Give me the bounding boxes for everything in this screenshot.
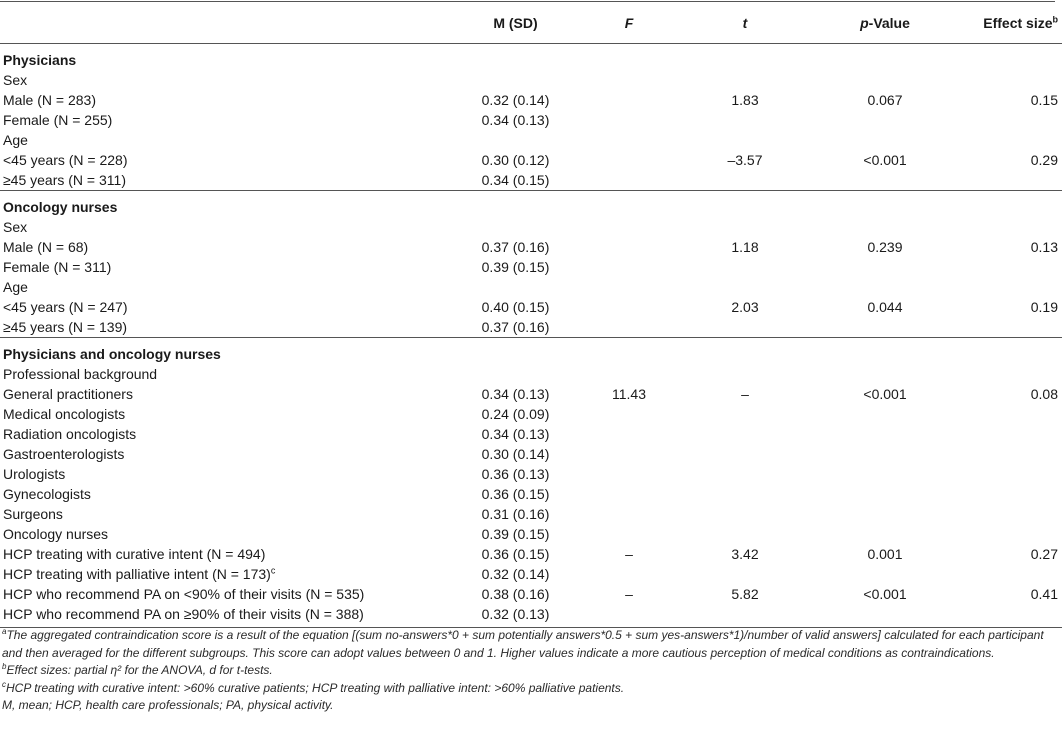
- mean-sd-cell: 0.34 (0.13): [481, 386, 550, 402]
- mean-sd-cell: 0.37 (0.16): [481, 239, 550, 255]
- footnote-text: Effect sizes: partial η² for the ANOVA, d for t-tests.: [6, 663, 273, 677]
- f-cell: –: [625, 546, 633, 562]
- p-value-cell: [820, 464, 950, 484]
- header-t: [670, 5, 820, 44]
- t-cell: [670, 130, 820, 150]
- table-row: [0, 404, 1062, 424]
- row-label-cell: [0, 584, 443, 604]
- effect-size-cell: [950, 257, 1062, 277]
- row-label: HCP who recommend PA on ≥90% of their visits (N = 388): [3, 606, 364, 622]
- row-label-cell: [0, 384, 443, 404]
- row-label-cell: [0, 544, 443, 564]
- table-row: [0, 484, 1062, 504]
- table-row: [0, 317, 1062, 338]
- table-row: [0, 90, 1062, 110]
- f-cell: [588, 317, 670, 338]
- row-label: Female (N = 255): [3, 112, 113, 128]
- footnote-mark: c: [2, 679, 6, 689]
- f-cell: [588, 504, 670, 524]
- effect-size-cell: [950, 110, 1062, 130]
- mean-sd-cell: 0.36 (0.13): [481, 466, 550, 482]
- effect-size-cell: 0.08: [1030, 386, 1058, 402]
- row-label-cell: [0, 170, 443, 191]
- header-p-prefix: p: [860, 15, 869, 31]
- effect-size-cell: [950, 277, 1062, 297]
- row-label-cell: [0, 90, 443, 110]
- footnote-mark: b: [2, 662, 7, 671]
- row-label: HCP treating with curative intent (N = 494): [3, 546, 266, 562]
- t-cell: 2.03: [731, 299, 759, 315]
- footnote-mark: a: [2, 627, 7, 636]
- table-body: [0, 44, 1062, 628]
- p-value-cell: [820, 424, 950, 444]
- effect-size-cell: [950, 404, 1062, 424]
- row-label: Female (N = 311): [3, 259, 112, 275]
- effect-size-cell: 0.27: [1030, 546, 1058, 562]
- f-cell: [588, 364, 670, 384]
- table-row: [0, 217, 1062, 237]
- section-heading-row: [0, 191, 1062, 218]
- row-label: Oncology nurses: [3, 526, 109, 542]
- t-cell: [670, 604, 820, 628]
- row-label: Gynecologists: [3, 486, 91, 502]
- mean-sd-cell: 0.32 (0.14): [481, 566, 550, 582]
- table-row: [0, 150, 1062, 170]
- p-value-cell: <0.001: [863, 386, 907, 402]
- row-label: Sex: [3, 72, 28, 88]
- row-label: <45 years (N = 247): [3, 299, 128, 315]
- effect-size-cell: [950, 484, 1062, 504]
- t-cell: [670, 444, 820, 464]
- row-label-cell: [0, 604, 443, 628]
- f-cell: [588, 604, 670, 628]
- p-value-cell: 0.239: [867, 239, 903, 255]
- row-label-cell: [0, 217, 443, 237]
- row-label: Radiation oncologists: [3, 426, 137, 442]
- header-effect-text: Effect size: [983, 15, 1053, 31]
- mean-sd-cell: 0.24 (0.09): [481, 406, 550, 422]
- f-cell: [588, 297, 670, 317]
- p-value-cell: [820, 524, 950, 544]
- p-value-cell: [820, 564, 950, 584]
- f-cell: [588, 444, 670, 464]
- table-row: [0, 504, 1062, 524]
- row-label: General practitioners: [3, 386, 133, 402]
- row-label: Professional background: [3, 366, 158, 382]
- effect-size-cell: 0.13: [1030, 239, 1058, 255]
- t-cell: [670, 504, 820, 524]
- t-cell: 1.83: [731, 92, 759, 108]
- p-value-cell: [820, 130, 950, 150]
- top-rule: [0, 1, 1055, 2]
- header-effect-size: [950, 5, 1062, 44]
- table-row: [0, 544, 1062, 564]
- f-cell: [588, 424, 670, 444]
- row-label-cell: [0, 277, 443, 297]
- mean-sd-cell: 0.38 (0.16): [481, 586, 550, 602]
- header-f: [588, 5, 670, 44]
- p-value-cell: [820, 110, 950, 130]
- mean-sd-cell: 0.30 (0.14): [481, 446, 550, 462]
- t-cell: [670, 257, 820, 277]
- row-label-cell: [0, 317, 443, 338]
- row-label-cell: [0, 444, 443, 464]
- t-cell: [670, 464, 820, 484]
- f-cell: [588, 130, 670, 150]
- table-row: [0, 564, 1062, 584]
- f-cell: [588, 524, 670, 544]
- row-label: ≥45 years (N = 311): [3, 172, 126, 188]
- mean-sd-cell: 0.37 (0.16): [481, 319, 550, 335]
- row-label: Surgeons: [3, 506, 63, 522]
- footnote: [2, 697, 1052, 715]
- row-label-cell: [0, 130, 443, 150]
- t-cell: [670, 70, 820, 90]
- table-row: [0, 604, 1062, 628]
- mean-sd-cell: [443, 217, 588, 237]
- table-row: [0, 277, 1062, 297]
- f-cell: [588, 484, 670, 504]
- row-label-cell: [0, 404, 443, 424]
- p-value-cell: 0.001: [867, 546, 903, 562]
- row-label-cell: [0, 564, 443, 584]
- table-row: [0, 444, 1062, 464]
- table-row: [0, 364, 1062, 384]
- t-cell: [670, 404, 820, 424]
- effect-size-cell: [950, 364, 1062, 384]
- effect-size-cell: 0.15: [1030, 92, 1058, 108]
- effect-size-cell: [950, 464, 1062, 484]
- t-cell: [670, 524, 820, 544]
- t-cell: –3.57: [727, 152, 763, 168]
- t-cell: [670, 110, 820, 130]
- section-heading: Physicians: [3, 52, 77, 68]
- row-label-cell: [0, 364, 443, 384]
- table-row: [0, 110, 1062, 130]
- table-row: [0, 257, 1062, 277]
- p-value-cell: <0.001: [863, 586, 907, 602]
- effect-size-cell: [950, 424, 1062, 444]
- t-cell: [670, 170, 820, 191]
- row-label: HCP who recommend PA on <90% of their visits (N = 535): [3, 586, 365, 602]
- row-label: HCP treating with palliative intent (N = 173): [3, 566, 271, 582]
- mean-sd-cell: 0.36 (0.15): [481, 546, 550, 562]
- footnote-text: HCP treating with curative intent: >60% curative patients; HCP treating with palliative intent: >60% palliative patients.: [6, 680, 625, 695]
- table-row: [0, 384, 1062, 404]
- f-cell: [588, 217, 670, 237]
- row-label: Urologists: [3, 466, 66, 482]
- table-row: [0, 524, 1062, 544]
- results-table: [0, 5, 1062, 628]
- effect-size-cell: [950, 604, 1062, 628]
- section-heading: Oncology nurses: [3, 199, 118, 215]
- p-value-cell: [820, 170, 950, 191]
- f-cell: [588, 170, 670, 191]
- header-label: [0, 5, 443, 44]
- p-value-cell: [820, 364, 950, 384]
- f-cell: –: [625, 586, 633, 602]
- f-cell: [588, 464, 670, 484]
- p-value-cell: [820, 317, 950, 338]
- p-value-cell: [820, 484, 950, 504]
- t-cell: [670, 277, 820, 297]
- t-cell: [670, 424, 820, 444]
- footnote-text: The aggregated contraindication score is a result of the equation [(sum no-answers*0 + sum potentially answers*0.5 + sum yes-answers*1)/number of valid answers] calculated for each participant and then averaged for the different subgroups. This score can adopt values between 0 and 1. Higher values indicate a more cautious perception of medical conditions as contraindications.: [2, 628, 1044, 660]
- t-cell: 1.18: [731, 239, 759, 255]
- mean-sd-cell: 0.31 (0.16): [481, 506, 550, 522]
- p-value-cell: [820, 217, 950, 237]
- row-label-cell: [0, 110, 443, 130]
- effect-size-cell: [950, 444, 1062, 464]
- mean-sd-cell: 0.34 (0.13): [481, 426, 550, 442]
- table-row: [0, 584, 1062, 604]
- mean-sd-cell: 0.30 (0.12): [481, 152, 550, 168]
- table-row: [0, 297, 1062, 317]
- table-row: [0, 70, 1062, 90]
- mean-sd-cell: [443, 364, 588, 384]
- row-label-cell: [0, 504, 443, 524]
- f-cell: [588, 150, 670, 170]
- p-value-cell: [820, 404, 950, 424]
- header-row: [0, 5, 1062, 44]
- t-cell: –: [741, 386, 749, 402]
- footnote-text: M, mean; HCP, health care professionals; PA, physical activity.: [2, 698, 334, 712]
- row-label-sup: c: [270, 565, 276, 576]
- row-label-cell: [0, 70, 443, 90]
- mean-sd-cell: 0.32 (0.13): [481, 606, 550, 622]
- mean-sd-cell: 0.32 (0.14): [481, 92, 550, 108]
- row-label: ≥45 years (N = 139): [3, 319, 128, 335]
- mean-sd-cell: 0.39 (0.15): [481, 526, 550, 542]
- row-label: Sex: [3, 219, 28, 235]
- p-value-cell: [820, 70, 950, 90]
- effect-size-cell: [950, 70, 1062, 90]
- effect-size-cell: 0.41: [1030, 586, 1058, 602]
- row-label-cell: [0, 150, 443, 170]
- f-cell: [588, 110, 670, 130]
- mean-sd-cell: 0.34 (0.13): [481, 112, 550, 128]
- t-cell: [670, 364, 820, 384]
- row-label-cell: [0, 237, 443, 257]
- effect-size-cell: [950, 524, 1062, 544]
- section-heading-row: [0, 338, 1062, 365]
- p-value-cell: [820, 444, 950, 464]
- p-value-cell: [820, 257, 950, 277]
- row-label: Medical oncologists: [3, 406, 126, 422]
- effect-size-cell: [950, 217, 1062, 237]
- mean-sd-cell: 0.40 (0.15): [481, 299, 550, 315]
- mean-sd-cell: 0.34 (0.15): [481, 172, 550, 188]
- table-row: [0, 130, 1062, 150]
- section-heading: Physicians and oncology nurses: [3, 346, 221, 362]
- section-heading-row: [0, 44, 1062, 71]
- row-label-cell: [0, 424, 443, 444]
- effect-size-cell: 0.29: [1030, 152, 1058, 168]
- row-label: Male (N = 68): [3, 239, 89, 255]
- f-cell: [588, 277, 670, 297]
- f-cell: [588, 564, 670, 584]
- effect-size-cell: 0.19: [1030, 299, 1058, 315]
- mean-sd-cell: 0.36 (0.15): [481, 486, 550, 502]
- p-value-cell: [820, 277, 950, 297]
- footnote: [2, 627, 1052, 662]
- row-label-cell: [0, 464, 443, 484]
- header-t-text: t: [742, 15, 748, 31]
- table-row: [0, 464, 1062, 484]
- header-p-suffix: -Value: [868, 15, 910, 31]
- footnotes: [2, 627, 1052, 715]
- mean-sd-cell: [443, 70, 588, 90]
- table-row: [0, 424, 1062, 444]
- footnote: [2, 680, 1052, 698]
- t-cell: [670, 217, 820, 237]
- effect-size-cell: [950, 504, 1062, 524]
- table-row: [0, 237, 1062, 257]
- mean-sd-cell: [443, 277, 588, 297]
- row-label-cell: [0, 297, 443, 317]
- t-cell: 5.82: [731, 586, 759, 602]
- f-cell: [588, 70, 670, 90]
- mean-sd-cell: 0.39 (0.15): [481, 259, 550, 275]
- row-label-cell: [0, 257, 443, 277]
- f-cell: [588, 404, 670, 424]
- f-cell: [588, 257, 670, 277]
- row-label: Age: [3, 279, 28, 295]
- table-row: [0, 170, 1062, 191]
- f-cell: [588, 237, 670, 257]
- p-value-cell: [820, 604, 950, 628]
- p-value-cell: 0.044: [867, 299, 903, 315]
- effect-size-cell: [950, 317, 1062, 338]
- header-p-value: [820, 5, 950, 44]
- footnote: [2, 662, 1052, 680]
- p-value-cell: <0.001: [863, 152, 907, 168]
- t-cell: [670, 317, 820, 338]
- effect-size-cell: [950, 130, 1062, 150]
- f-cell: 11.43: [612, 386, 646, 402]
- mean-sd-cell: [443, 130, 588, 150]
- row-label: Gastroenterologists: [3, 446, 125, 462]
- f-cell: [588, 90, 670, 110]
- row-label: Male (N = 283): [3, 92, 96, 108]
- row-label-cell: [0, 524, 443, 544]
- header-f-text: F: [624, 15, 634, 31]
- effect-size-cell: [950, 564, 1062, 584]
- row-label: Age: [3, 132, 28, 148]
- row-label: <45 years (N = 228): [3, 152, 128, 168]
- header-effect-sup: b: [1052, 14, 1058, 25]
- header-mean-sd: M (SD): [493, 15, 538, 31]
- t-cell: 3.42: [731, 546, 759, 562]
- t-cell: [670, 564, 820, 584]
- p-value-cell: 0.067: [867, 92, 903, 108]
- effect-size-cell: [950, 170, 1062, 191]
- row-label-cell: [0, 484, 443, 504]
- p-value-cell: [820, 504, 950, 524]
- t-cell: [670, 484, 820, 504]
